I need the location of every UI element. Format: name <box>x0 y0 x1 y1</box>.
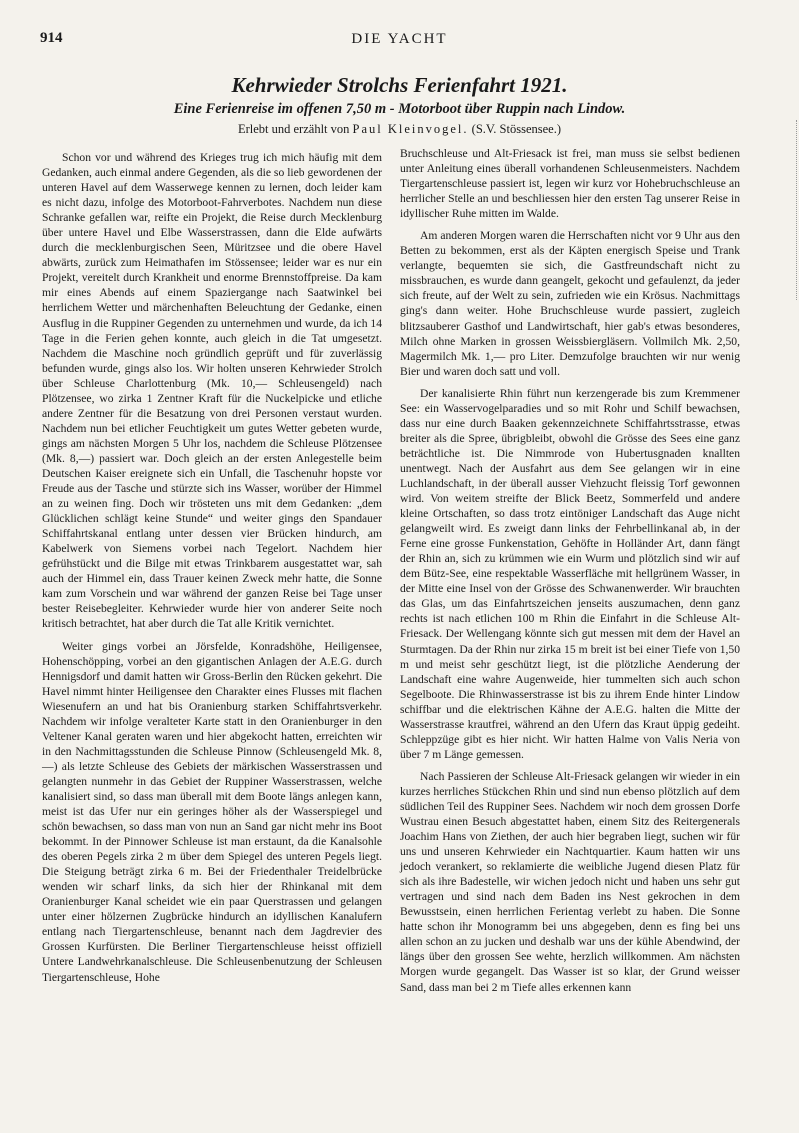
page-number: 914 <box>40 30 63 46</box>
scan-edge-mark <box>792 120 797 300</box>
article-byline <box>40 122 759 137</box>
left-column <box>42 150 382 992</box>
paragraph: Nach Passieren der Schleuse Alt-Friesack gelangen wir wieder in ein kurzes herrliches Stückchen Rhin und sind nun ebenso plötzlich auf dem südlichen Teil des Ruppiner Sees. Nachdem wir noch dem grossen Dorfe Wustrau einen Besuch abgestattet haben, einem Sitz des Reitergenerals Joachim Hans von Ziethen, der auch hier begraben liegt, suchen wir für uns und unseren Kehrwieder ein Nachtquartier. Kaum hatten wir uns jedoch verankert, so reklamierte die weibliche Jugend diesen Platz für sich als ihre Badestelle, wir wichen jedoch nicht und haben uns sehr gut vertragen und sind nach dem Baden ins Nest gekrochen in dem Bewusstsein, einen herrlichen Ferientag verlebt zu haben. Die Sonne hatte schon ihr Monogramm bei uns abgegeben, denn es fing bei uns allen schon an zu jucken und deshalb war uns der kühle Abendwind, der längs über den grossen See wehte, herzlich willkommen. Am nächsten Morgen wurde gegangelt. Das Wasser ist so klar, der Grund weisser Sand, dass man bei 2 m Tiefe alles erkennen kann <box>400 769 740 994</box>
byline-prefix: Erlebt und erzählt von <box>237 122 350 136</box>
byline-author: Paul Kleinvogel. <box>352 122 469 136</box>
running-head: DIE YACHT <box>351 31 448 47</box>
article-title: Kehrwieder Strolchs Ferienfahrt 1921. <box>231 73 568 97</box>
paragraph: Schon vor und während des Krieges trug ich mich häufig mit dem Gedanken, auch einmal andere Gegenden, als die so lieb gewordenen der unteren Havel auf dem Wasserwege kennen zu lernen, doch leider kam es nicht dazu, infolge des Motorboot-Fahrverbotes. Nachdem nun diese Schranke gefallen war, reifte ein Projekt, die Reise durch Mecklenburg über untere Havel und Elbe Wasserstrassen, dann die Elde aufwärts durch die mecklenburgischen Seen, Müritzsee und die obere Havel abwärts, zurück zum Heimathafen im Stössensee; leider war es nur ein Projekt, vereitelt durch Krankheit und enorme Brennstoffpreise. Da kam mir eines Abends auf einem Spaziergange nach Saatwinkel bei herrlichem Wetter und märchenhaften Beleuchtung der Gedanke, einen Ausflug in die Ruppiner Gegenden zu unternehmen und wurde, da ich 14 Tage in die Ferien gehen konnte, auch gleich in die Tat umgesetzt. Nachdem die Maschine noch gründlich geprüft und für zuverlässig befunden wurde, gings also los. Wir holten unseren Kehrwieder Strolch über Schleuse Charlottenburg (Mk. 10,— Schleusengeld) nach Plötzensee, wo zirka 1 Zentner Kraft für die Nuckelpicke und etliche andere Zentner für die Besatzung von drei Personen verstaut wurden. Nachdem nun bei etlicher Feuchtigkeit um gutes Wetter gebeten wurde, gings am nächsten Morgen 5 Uhr los, nachdem die Schleuse Plötzensee (Mk. 8,—) passiert war. Doch gleich an der ersten Anlegestelle beim Deutschen Kaiser ereignete sich ein Unfall, die Taschenuhr hopste vor Freude aus der Tasche und stürzte sich ins Wasser, worüber der Himmel an zu weinen fing. Doch wir trösteten uns mit dem Gedanken: „dem Glücklichen schlägt keine Stunde“ und weiter gings den Spandauer Schiffahrtskanal entlang unter dessen vier Brücken hindurch, am Kabelwerk von Siemens vorbei nach Tegelort. Nachdem hier gefrühstückt und die Bilge mit etwas Trinkbarem ausgestattet war, sah auch der Himmel ein, dass Trauer keinen Zweck mehr hatte, die Sonne kam zum Vorschein und war während der ganzen Reise bei Tage unser bester Reisebegleiter. Kehrwieder wurde hier von anderer Seite noch kritisch betrachtet, hat aber durch die Tat alle Kritik vernichtet. <box>42 151 382 631</box>
right-column <box>400 146 740 1002</box>
paragraph: Bruchschleuse und Alt-Friesack ist frei, man muss sie selbst bedienen unter Anleitung eines überall vorhandenen Schleusenmeisters. Nachdem Tiergartenschleuse passiert ist, legen wir kurz vor Hohebruchschleuse an herrlicher Stelle an und beschliessen hier den ersten Tag unserer Reise in idyllischer Ruhe mitten im Walde. <box>400 147 740 221</box>
paragraph: Weiter gings vorbei an Jörsfelde, Konradshöhe, Heiligensee, Hohenschöpping, vorbei an den gigantischen Anlagen der A.E.G. durch Hennigsdorf und damit hatten wir Gross-Berlin den Rücken gekehrt. Die Havel nimmt hinter Heiligensee den Charakter eines Flusses mit flachen Wiesenufern an und hat bis Oranienburg starken Schiffahrtsverkehr. Nachdem wir infolge veralteter Karte statt in den Oranienburger in den Veltener Kanal geraten waren und hier abgekocht hatten, erreichten wir in den Nachmittagsstunden die Schleuse Pinnow (Schleusengeld Mk. 8,—) als letzte Schleuse des Gebiets der märkischen Wasserstrassen und gelangten nunmehr in das Gebiet der Ruppiner Wasserstrassen, welche kanalisiert sind, so dass man überall mit dem Boote längs anlegen kann, meist ist das Ufer nur ein geringes höher als der Wasserspiegel und schön bewachsen, so dass man von nun an Sand gar nicht mehr ins Boot bekommt. In der Pinnower Schleuse ist man erstaunt, da die Kanalsohle des oberen Pegels zirka 2 m über dem Spiegel des unteren Pegels liegt. Die Steigung beträgt zirka 6 m. Bei der Friedenthaler Treidelbrücke wenden wir scharf links, da sich hier der Rhinkanal mit dem Oranienburger Kanal scheidet wie ein paar Querstrassen und gelangen unter einer hölzernen Zugbrücke hindurch an idyllischen Kanalufern entlang nach Tiergartenschleuse, benannt nach dem Jagdrevier des Grossen Kurfürsten. Die Berliner Tiergartenschleuse heisst offiziell Untere Landwehrkanalschleuse. Die Schleusenbenutzung der Schleusen Tiergartenschleuse, Hohe <box>42 639 382 984</box>
article-subtitle: Eine Ferienreise im offenen 7,50 m - Motorboot über Ruppin nach Lindow. <box>173 101 626 117</box>
byline-club: (S.V. Stössensee.) <box>471 122 562 136</box>
paragraph: Der kanalisierte Rhin führt nun kerzengerade bis zum Kremmener See: ein Wasservogelparadies und so mit Rohr und Schilf bewachsen, dass nur eine durch Baaken gekennzeichnete Schiffahrtsstrasse, etwas breiter als die Spree, übrigbleibt, obwohl die Grösse des Sees eine ganz beträchtliche ist. Die Nimmrode von Hubertusgnaden knallten unentwegt. Nach der Ausfahrt aus dem See gelangen wir in eine Luchlandschaft, in der überall ausser Viehzucht fleissig Torf gewonnen wird. Von weitem streifte der Blick Beetz, Sommerfeld und andere kleine Ortschaften, so dass trotz eintöniger Landschaft das Auge nicht gelangweilt wird. Es zweigt dann links der Fehrbellinkanal ab, in der Ferne eine grosse Funkenstation, Gehöfte in Holländer Art, dann fängt der Rhin an, sich zu krümmen wie ein Wurm und plötzlich sind wir auf dem Bütz-See, eine respektable Wasserfläche mit hellgrünem Wasser, in der Mitte eine Insel von der Grösse des Schwanenwerder. Wir brauchten das Glas, um das Einfahrtszeichen jenseits auszumachen, denn ganz rechts ist nach etlichen 100 m Rhin die Einfahrt in die Schleuse Alt-Friesack. Der Wellengang könnte sich gut messen mit dem der Havel an Sturmtagen. Da der Rhin nur zirka 15 m breit ist bei einer Tiefe von 1,50 m und meist sehr geschützt liegt, ist die plötzliche Aenderung der Landschaft eine wahre Augenweide, hier tummelten sich auch schon Segelboote. Die Rhinwasserstrasse ist bis zu ihrem Ende hinter Lindow schiffbar und die elektrischen Kähne der A.E.G. halten die Mitte der Wasserstrasse krautfrei, während an den Ufern das Kraut üppig gedeiht. Schleppzüge gibt es hier nicht. Wir hatten Halme von Valis Neria von über 7 m Länge gemessen. <box>400 386 740 761</box>
paragraph: Am anderen Morgen waren die Herrschaften nicht vor 9 Uhr aus den Betten zu bekommen, erst als der Käpten energisch Speise und Trank verlangte, bequemten sie sich, die Gastfreundschaft nicht zu missbrauchen, es wurde dann geangelt, gekocht und gefaulenzt, da jeder sich freute, auf der Welt zu sein, zufrieden wie ein Krösus. Nachmittags ging's dann weiter. Hohe Bruchschleuse wurde passiert, zugleich blitzsauberer Gasthof und Landwirtschaft, hier gab's etwas besonderes, Milch ohne Marken in grossen Weissbiergläsern. Vollmilch Mk. 2,50, Magermilch Mk. 1,— pro Liter. Demzufolge brauchten wir nur wenig Bier und waren doch satt und voll. <box>400 229 740 378</box>
